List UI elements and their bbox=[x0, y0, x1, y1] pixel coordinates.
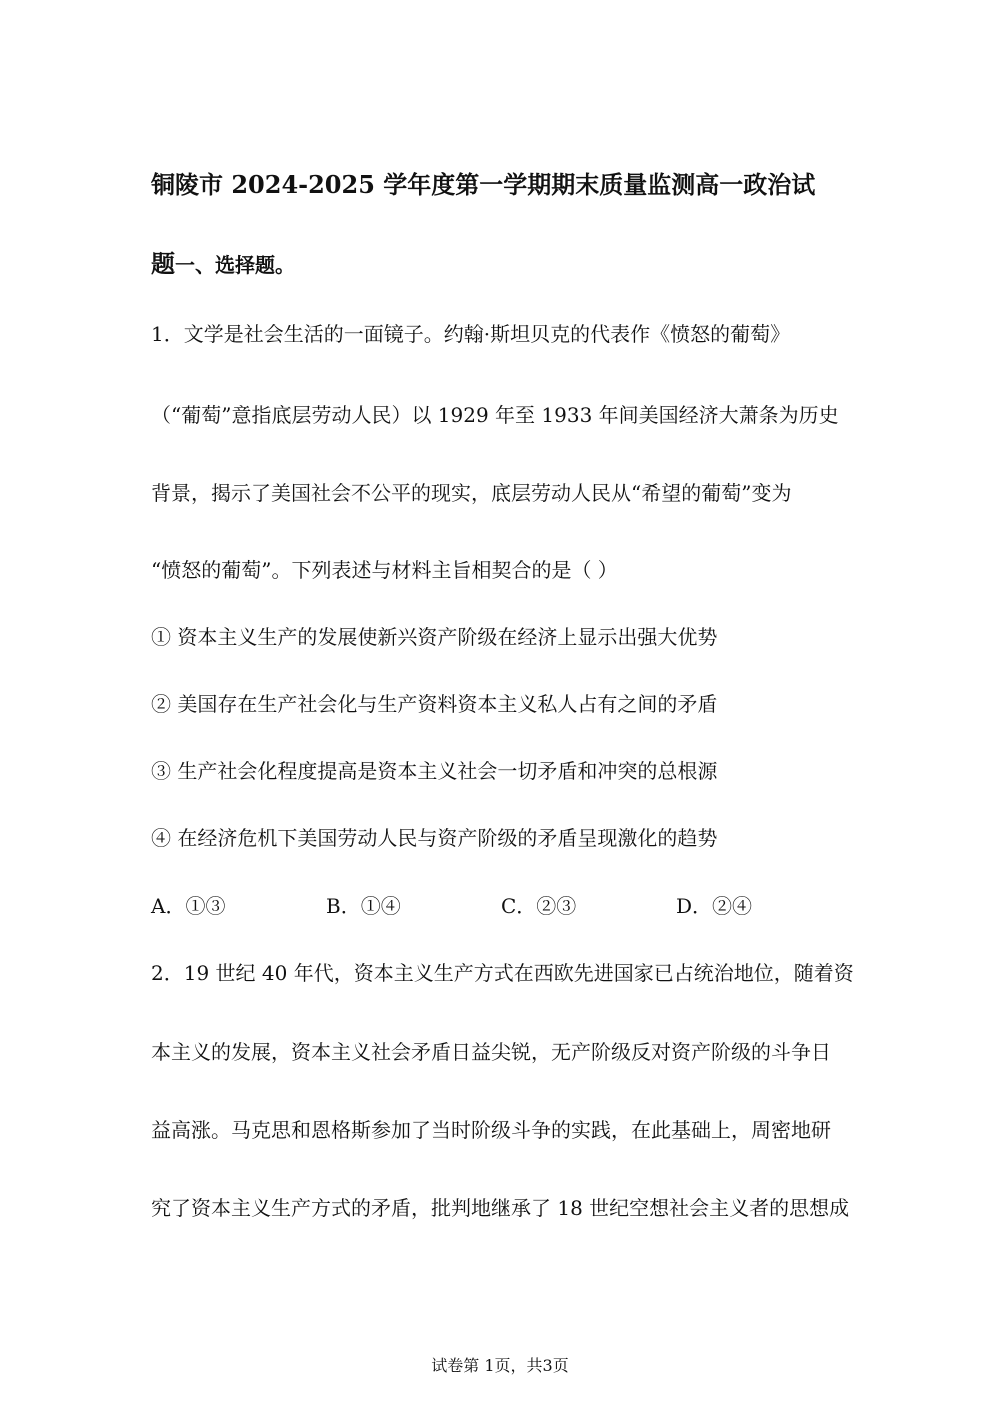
question-1-line: 背景，揭示了美国社会不公平的现实，底层劳动人民从“希望的葡萄”变为 bbox=[151, 481, 792, 505]
page-title: 铜陵市 2024-2025 学年度第一学期期末质量监测高一政治试 bbox=[151, 170, 816, 199]
page-title-end: 题 bbox=[151, 249, 175, 278]
question-2-line: 2．19 世纪 40 年代，资本主义生产方式在西欧先进国家已占统治地位，随着资 bbox=[151, 961, 854, 985]
question-1-line: “愤怒的葡萄”。下列表述与材料主旨相契合的是（ ） bbox=[151, 558, 618, 582]
option-a: A．①③ bbox=[151, 894, 226, 918]
statement-4: ④ 在经济危机下美国劳动人民与资产阶级的矛盾呈现激化的趋势 bbox=[151, 826, 718, 850]
option-c: C．②③ bbox=[501, 894, 577, 918]
statement-1: ① 资本主义生产的发展使新兴资产阶级在经济上显示出强大优势 bbox=[151, 625, 718, 649]
question-2-line: 本主义的发展，资本主义社会矛盾日益尖锐，无产阶级反对资产阶级的斗争日 bbox=[151, 1040, 831, 1064]
question-2-line: 究了资本主义生产方式的矛盾，批判地继承了 18 世纪空想社会主义者的思想成 bbox=[151, 1196, 850, 1220]
question-1-line: 1．文学是社会生活的一面镜子。约翰·斯坦贝克的代表作《愤怒的葡萄》 bbox=[151, 322, 791, 346]
page-footer: 试卷第 1页，共3页 bbox=[431, 1356, 569, 1375]
question-2-line: 益高涨。马克思和恩格斯参加了当时阶级斗争的实践，在此基础上，周密地研 bbox=[151, 1118, 831, 1142]
option-b: B．①④ bbox=[326, 894, 401, 918]
question-1-line: （“葡萄”意指底层劳动人民）以 1929 年至 1933 年间美国经济大萧条为历史 bbox=[151, 403, 839, 427]
statement-3: ③ 生产社会化程度提高是资本主义社会一切矛盾和冲突的总根源 bbox=[151, 759, 718, 783]
option-d: D．②④ bbox=[676, 894, 753, 918]
statement-2: ② 美国存在生产社会化与生产资料资本主义私人占有之间的矛盾 bbox=[151, 692, 718, 716]
section-heading: 一、选择题。 bbox=[175, 253, 295, 277]
title-continuation-row bbox=[151, 249, 295, 279]
